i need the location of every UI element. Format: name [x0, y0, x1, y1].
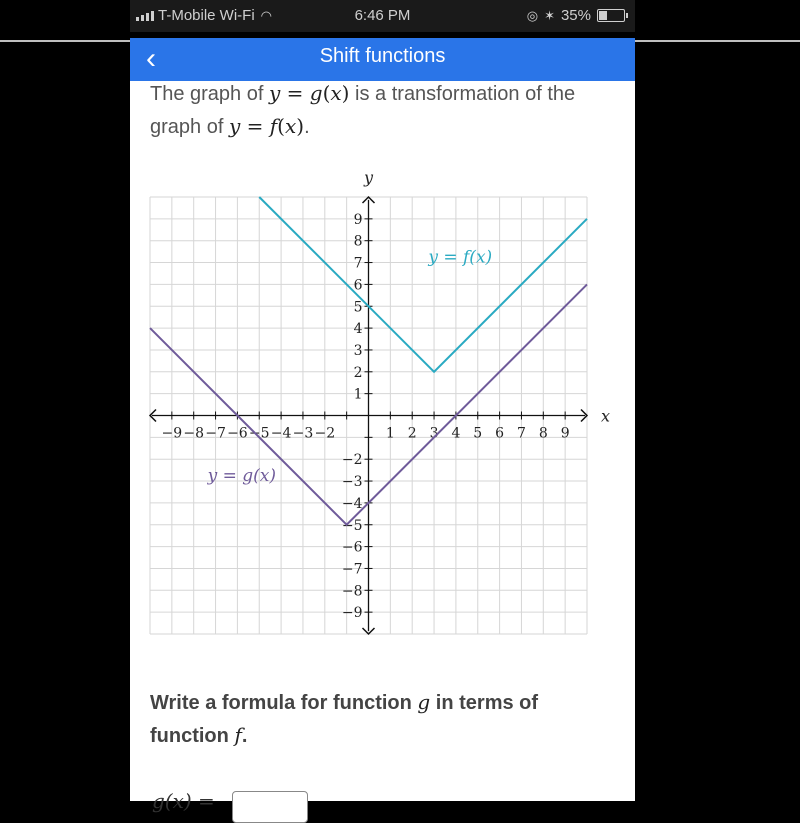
y-tick-label: −7 — [341, 561, 363, 578]
math-g: g — [309, 81, 323, 105]
text: in terms of function — [150, 692, 539, 747]
y-tick-label: 8 — [353, 233, 363, 250]
x-tick-label: −7 — [205, 425, 226, 442]
y-tick-label: 5 — [353, 299, 363, 316]
problem-statement — [150, 77, 610, 143]
x-tick-label: 6 — [495, 425, 505, 442]
math-g: g — [417, 690, 431, 714]
status-bar — [130, 0, 635, 32]
y-tick-label: −6 — [341, 539, 363, 556]
x-tick-label: −9 — [161, 425, 183, 442]
battery-percent: 35% — [560, 7, 591, 24]
nav-bar — [130, 38, 635, 81]
x-tick-label: 9 — [560, 425, 570, 442]
x-axis-label: x — [601, 406, 611, 426]
math-f: f — [269, 114, 278, 138]
x-tick-label: 2 — [407, 425, 417, 442]
text: is a transformation of the graph of — [150, 83, 576, 138]
math-f: f — [234, 723, 242, 747]
math-y: y — [268, 81, 281, 105]
y-tick-label: −8 — [341, 583, 363, 600]
y-tick-label: 4 — [353, 321, 363, 338]
text: . — [304, 116, 310, 138]
math-paren: ( — [322, 81, 331, 105]
math-y: y — [228, 114, 241, 138]
wifi-icon: ◠ — [260, 7, 273, 23]
series-label: y = f(x) — [428, 247, 493, 268]
page-title: Shift functions — [319, 45, 446, 67]
function-graph — [130, 167, 635, 647]
math-paren: ) — [341, 81, 350, 105]
y-tick-label: 6 — [353, 277, 363, 294]
y-tick-label: −9 — [341, 605, 363, 622]
math-equals: = — [240, 114, 270, 138]
question-text — [150, 686, 590, 752]
y-tick-label: −2 — [341, 452, 363, 469]
bluetooth-icon: ✶ — [544, 7, 555, 23]
math-equals: = — [280, 81, 310, 105]
x-tick-label: 3 — [429, 425, 439, 442]
x-tick-label: 8 — [538, 425, 548, 442]
x-tick-label: −6 — [227, 425, 248, 442]
answer-input[interactable] — [232, 791, 308, 823]
math-x: x — [330, 81, 342, 105]
y-tick-label: 9 — [353, 211, 363, 228]
x-tick-label: −3 — [292, 425, 314, 442]
y-tick-label: 7 — [353, 255, 363, 272]
y-tick-label: 1 — [353, 386, 363, 403]
y-tick-label: 2 — [353, 364, 363, 381]
text: The graph of — [150, 83, 269, 105]
carrier-name: T-Mobile Wi-Fi — [158, 7, 255, 24]
y-axis-label: y — [363, 168, 374, 187]
battery-icon — [597, 9, 625, 22]
math-paren: ( — [277, 114, 285, 138]
text: Write a formula for function — [150, 692, 418, 714]
text: . — [241, 725, 248, 747]
x-tick-label: 7 — [516, 425, 526, 442]
x-tick-label: −8 — [183, 425, 205, 442]
x-tick-label: −2 — [314, 425, 336, 442]
alarm-icon: ◎ — [526, 7, 539, 23]
x-tick-label: −4 — [270, 425, 292, 442]
status-time: 6:46 PM — [354, 7, 411, 24]
x-tick-label: 5 — [473, 425, 483, 442]
y-tick-label: −5 — [341, 517, 363, 534]
series-label: y = g(x) — [207, 466, 276, 487]
x-tick-label: 4 — [451, 425, 461, 442]
y-tick-label: −3 — [341, 474, 363, 491]
chevron-left-icon[interactable]: ‹ — [146, 42, 156, 75]
answer-label: g(x) = — [152, 789, 215, 813]
y-tick-label: −4 — [341, 495, 363, 512]
math-x: x — [284, 114, 297, 138]
x-tick-label: 1 — [385, 425, 395, 442]
main-content — [130, 81, 635, 813]
math-paren: ) — [296, 114, 305, 138]
x-tick-label: −5 — [248, 425, 270, 442]
y-tick-label: 3 — [353, 342, 363, 359]
